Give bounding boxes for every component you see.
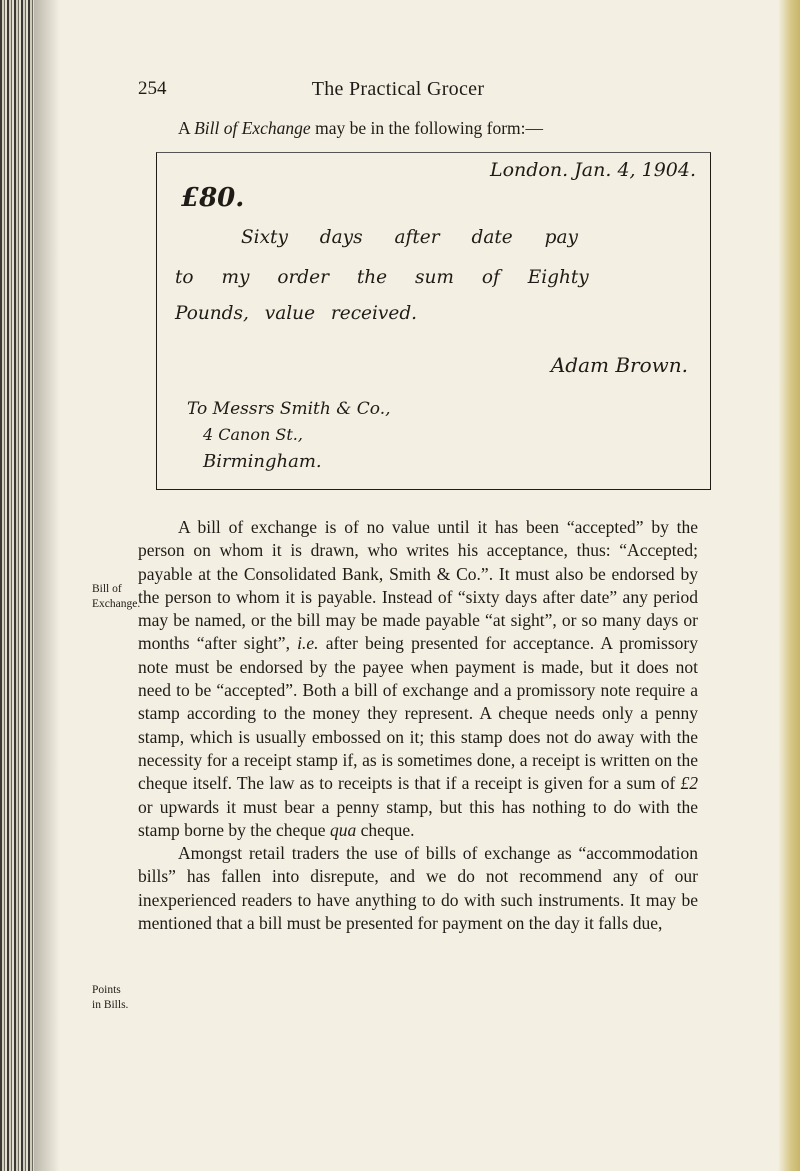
paragraph-1: A bill of exchange is of no value until it has been “accepted” by the person on whom it is drawn, who writes his acceptance, thus: “Accepted; payable at the Consolidated Bank, Smith & Co.”. It must also be endorsed by the person to whom it is payable. Instead of “sixty days after date” any period may be named, or the bill may be made payable “at sight”, or so many days or months “after sight”, i.e. after being presented for acceptance. A promissory note must be endorsed by the payee when payment is made, but it does not need to be “accepted”. Both a bill of exchange and a promissory note require a stamp according to the money they represent. A cheque needs only a penny stamp, which is usually embossed on it; this stamp does not do away with the necessity for a receipt stamp if, as is sometimes done, a receipt is written on the cheque itself. The law as to receipts is that if a receipt is given for a sum of £2 or upwards it must bear a penny stamp, but this has nothing to do with the stamp borne by the cheque qua cheque. xyxy=(138,517,698,840)
bill-of-exchange-form xyxy=(156,152,711,490)
gutter-shadow xyxy=(34,0,60,1171)
bill-line-1: Sixty days after date pay xyxy=(241,227,578,248)
book-binding xyxy=(0,0,34,1171)
intro-suffix: may be in the following form:— xyxy=(310,118,544,138)
page-edge xyxy=(778,0,800,1171)
intro-line xyxy=(178,118,543,139)
bill-line-2: to my order the sum of Eighty xyxy=(175,267,589,288)
bill-line-3: Pounds, value received. xyxy=(175,303,418,324)
page-header xyxy=(138,78,658,108)
bill-addressee-1: To Messrs Smith & Co., xyxy=(187,399,391,419)
margin-note-bill-of-exchange: Bill of Exchange. xyxy=(92,583,141,610)
body-text xyxy=(138,516,698,935)
intro-prefix: A xyxy=(178,118,195,138)
running-head: The Practical Grocer xyxy=(311,78,485,100)
bill-place-date: London. Jan. 4, 1904. xyxy=(489,159,696,181)
margin-note-points-in-bills: Points in Bills. xyxy=(92,984,129,1011)
page-number: 254 xyxy=(138,78,167,99)
intro-italic: Bill of Exchange xyxy=(194,118,311,138)
bill-addressee-2: 4 Canon St., xyxy=(203,425,303,444)
bill-addressee-3: Birmingham. xyxy=(203,451,322,472)
paragraph-2: Amongst retail traders the use of bills of exchange as “accommodation bills” has fallen into disrepute, and we do not recommend any of our inexperienced readers to have anything to do with such instruments. It may be mentioned that a bill must be presented for payment on the day it falls due, xyxy=(138,843,698,934)
bill-amount: £80. xyxy=(181,183,245,213)
bill-drawer-signature: Adam Brown. xyxy=(550,353,688,377)
